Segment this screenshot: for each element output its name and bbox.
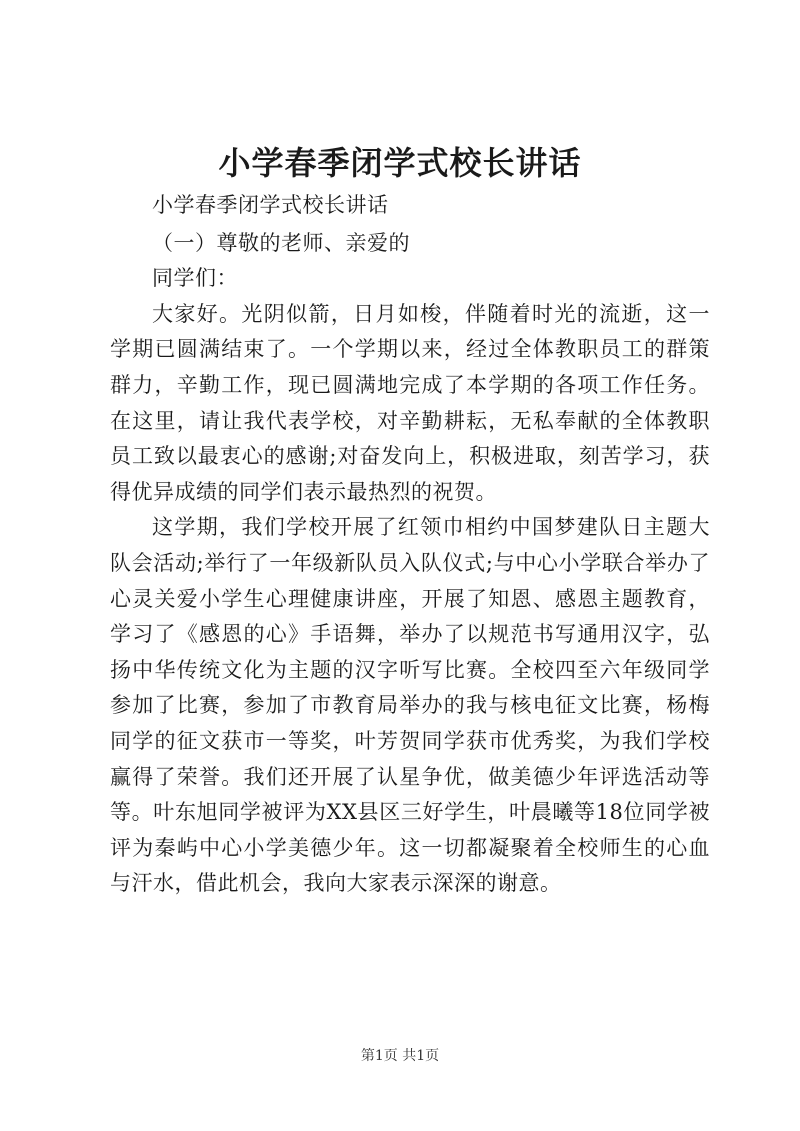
page-footer: 第1页 共1页 <box>360 1048 440 1064</box>
paragraph-subtitle: 小学春季闭学式校长讲话 <box>152 193 389 217</box>
paragraph-salutation-1: （一）尊敬的老师、亲爱的 <box>152 230 410 255</box>
paragraph-salutation-2: 同学们： <box>152 266 238 291</box>
paragraph-body-1: 大家好。光阴似箭，日月如梭，伴随着时光的流逝，这一学期已圆满结束了。一个学期以来，经过全体教职员工的群策群力，辛勤工作，现已圆满地完成了本学期的各项工作任务。在这里，请让我代表学校，对辛勤耕耘，无私奉献的全体教职员工致以最衷心的感谢;对奋发向上，积极进取，刻苦学习，获得优异成绩的同学们表示最热烈的祝贺。 <box>110 301 710 504</box>
document-title: 小学春季闭学式校长讲话 <box>218 144 582 182</box>
paragraph-body-2: 这学期，我们学校开展了红领巾相约中国梦建队日主题大队会活动;举行了一年级新队员入队仪式;与中心小学联合举办了心灵关爱小学生心理健康讲座，开展了知恩、感恩主题教育，学习了《感恩的心》手语舞，举办了以规范书写通用汉字，弘扬中华传统文化为主题的汉字听写比赛。全校四至六年级同学参加了比赛，参加了市教育局举办的我与核电征文比赛，杨梅同学的征文获市一等奖，叶芳贺同学获市优秀奖，为我们学校赢得了荣誉。我们还开展了认星争优，做美德少年评选活动等等。叶东旭同学被评为XX县区三好学生，叶晨曦等18位同学被评为秦屿中心小学美德少年。这一切都凝聚着全校师生的心血与汗水，借此机会，我向大家表示深深的谢意。 <box>110 515 710 896</box>
document-body <box>110 188 710 902</box>
